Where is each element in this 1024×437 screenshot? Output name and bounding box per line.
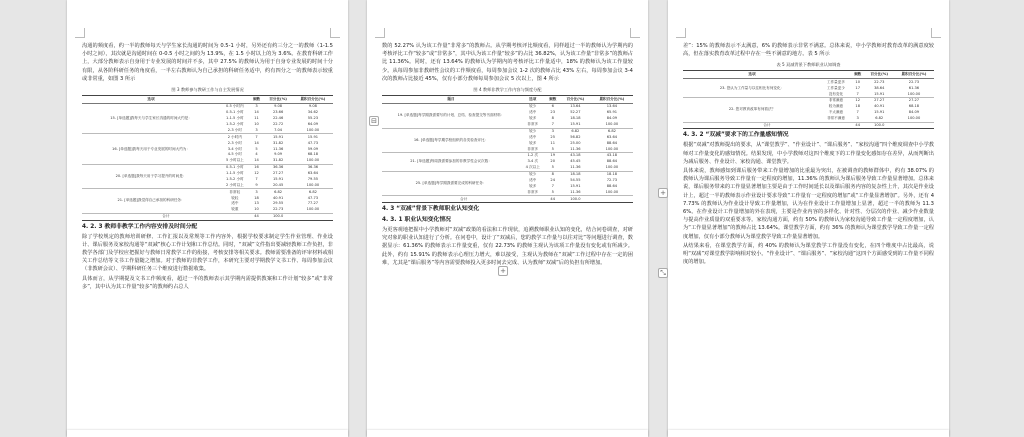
- table-cell: 较多: [529, 140, 537, 145]
- table-cell: 88.64: [606, 159, 618, 164]
- table-cell: 22.72: [272, 122, 284, 127]
- table-cell: 23.66: [272, 110, 284, 115]
- question-cell: 21. [单选题]我觉得自己承担的科研任务：: [82, 189, 220, 214]
- table-cell: 较轻: [231, 195, 239, 200]
- table-cell: 8: [546, 171, 560, 177]
- table-cell: 56.82: [570, 134, 581, 139]
- table-cell: 0.5-1 小时: [226, 110, 244, 115]
- table-cell: 1-1.5 小时: [226, 116, 244, 121]
- question-cell: 16. [单选题]每学期学校组织的各类检查评比：: [382, 128, 520, 153]
- table-cell: 31.82: [272, 158, 284, 163]
- table-cell: 5: [551, 189, 554, 194]
- table-cell: 13.64: [570, 104, 581, 109]
- table-cell: 40.91: [272, 195, 284, 200]
- table-cell: 20.45: [272, 182, 284, 187]
- table-cell: 3: [250, 189, 264, 195]
- table-header: 百分比(%): [560, 96, 591, 104]
- table-cell: 8: [551, 116, 554, 121]
- table-cell: 100.00: [306, 207, 320, 212]
- table-cell: 9.09: [274, 152, 283, 157]
- table-cell: 65.91: [606, 110, 618, 115]
- table-cell: 22.73: [908, 79, 920, 84]
- table-cell: 88.64: [606, 140, 618, 145]
- table-cell: 17: [855, 85, 860, 90]
- table-cell: 100.0: [865, 122, 894, 129]
- question-cell: 25. [单选题]每学期我需要完成的科研任务：: [382, 171, 520, 196]
- table-body: [683, 79, 934, 129]
- body-paragraph: 差”：15% 的教师表示不太满意，6% 的教师表示非常不满意。总体来说，中小学教师对教育改革的满意度较高，但在落实教育改革过程中存在一些不满意的地方。表 5 所示: [683, 43, 934, 58]
- table-cell: 5: [551, 165, 554, 170]
- table-cell: 11.36: [570, 165, 581, 170]
- table-cell: 2-3 小时: [227, 127, 242, 132]
- question-cell: 21. [单选题]每周我需要参加的非教学性会议次数：: [382, 153, 520, 172]
- table-cell: 15.91: [874, 110, 885, 115]
- table-cell: 77.27: [307, 201, 319, 206]
- table-cell: 11.36: [570, 189, 581, 194]
- table-cell: 18: [254, 195, 259, 200]
- table-cell: 6.82: [875, 116, 884, 121]
- table-cell: 18.18: [591, 171, 633, 177]
- question-cell: 23. 您认为工作量与以往相比有何变化：: [719, 85, 785, 90]
- table-cell: 18.18: [560, 171, 591, 177]
- table-cell: 4 次以上: [525, 165, 540, 170]
- table-cell: 7: [856, 110, 859, 115]
- table-cell: 合计: [82, 213, 250, 220]
- table-cell: 43.18: [591, 153, 633, 159]
- table-cell: 64.09: [307, 122, 319, 127]
- body-paragraph: 数的 52.27% 认为该工作量“非常多”的教师占。从学期考核评比频度看，同样超过一半的教师认为学期内的考核评比工作“较多”或“非常多”，其中认为该工作量“较多”的占比 36.82%，认为该工作量“非常多”的教师占比 11.36%。同时，还有 13.64% 的教师认为学期内的考核评比工作量适中，18% 的教师认为该工作量较少。从每周参加非教研性会议的工作频度看，每周参加会议 1-2 次的教师占比 43% 左右，每周参加会议 3-4 次的教师占比接近 45%，仅有小部分教师每周参加会议 5 次以上，图 4 所示: [382, 43, 633, 82]
- table-cell: 100.00: [605, 165, 619, 170]
- table-cell: 非常多: [527, 146, 539, 151]
- table-header: 频数: [250, 96, 264, 104]
- table-cell: 7: [856, 91, 859, 96]
- subsection-heading: 4. 3. 1 职业认知变化情况: [382, 217, 451, 224]
- table-cell: 7: [250, 134, 264, 140]
- table-cell: 14: [254, 140, 259, 145]
- table-cell: 2 小时以上: [225, 182, 244, 187]
- table-cell: 100.00: [907, 91, 921, 96]
- table-cell: 合计: [382, 196, 546, 203]
- table-cell: 36.36: [293, 164, 333, 170]
- document-page-3: [668, 0, 949, 437]
- table-header: 百分比(%): [263, 96, 292, 104]
- table-cell: 22.46: [272, 116, 284, 121]
- table-cell: 59.09: [307, 146, 319, 151]
- table-cell: 14: [254, 158, 259, 163]
- table-total-row: [683, 122, 934, 129]
- table-cell: 44: [546, 196, 560, 203]
- table-cell: 非常不满意: [826, 116, 845, 121]
- table-cell: 16: [250, 164, 264, 170]
- question-cell: 16. [单选题]我每天用于专业发展的时间大约为：: [82, 134, 220, 164]
- body-paragraph: 从结果来看，在课堂教学方面，约 40% 的教师认为课堂教学工作量没有变化，在四个维度中占比最高，说明“双减”对课堂教学影响相对较小。“作业设计”、“课后服务”、“家校沟通”这四个方面感受到的工作量不同程度的增加。: [683, 242, 934, 266]
- table-cell: 1.5-2 小时: [226, 176, 244, 181]
- crop-mark: [75, 28, 85, 38]
- document-page-1: [67, 0, 348, 437]
- crop-mark: [330, 28, 340, 38]
- table-cell: 10: [254, 122, 259, 127]
- table-cell: [293, 213, 333, 220]
- table-cell: 84.09: [606, 116, 618, 121]
- table-cell: 11.36: [272, 146, 284, 151]
- table-cell: 63.64: [307, 171, 319, 176]
- table-cell: 52.27: [570, 110, 581, 115]
- table-header: 选项: [683, 71, 821, 79]
- table-cell: 61.36: [908, 85, 920, 90]
- table-header: 累积百分比(%): [591, 96, 633, 104]
- body-paragraph: 具体而言，从学期提及文书工作频度看，超过一半的教师表示其学期内需提供教案和工作计划“较多”或“非常多”，其中认为其工作量“较多”的教师约占总人: [82, 275, 333, 290]
- table-cell: 45.45: [570, 159, 581, 164]
- next-page-edge: [67, 430, 348, 437]
- table-cell: 3: [856, 116, 859, 121]
- table-cell: 工作量更多: [826, 79, 845, 84]
- body-paragraph: 除了学校规定的教师培训研修、工作汇报以及常规等工作内容外，根据学校要求制定学生作业管理、作业设计、课后服务及家校沟通等“双减”核心工作计划和工作总结。同时，“双减”文件指出要减轻教师工作负担，非教学各部门及学校应把握好与教师日常教学工作的衔接，考核安排等相关要求。教师需要准备的评审材料或相关工作总结等文书工作量随之增加。对于教师的非教学工作，本研究主要对学期教学文书工作、每周参加会议（非教研会议）、学期科研任务三个维度进行数据收集。: [82, 233, 333, 273]
- table-cell: 10: [254, 207, 259, 212]
- table-cell: 79.55: [307, 176, 319, 181]
- table-header: 频数: [546, 96, 560, 104]
- table-cell: 22.73: [874, 79, 885, 84]
- data-table: [82, 95, 333, 221]
- table-cell: 6: [551, 104, 554, 109]
- table-cell: 非常轻: [220, 189, 250, 195]
- table-cell: 34.62: [307, 110, 319, 115]
- table-cell: 40.91: [874, 104, 885, 109]
- add-page-button[interactable]: +: [658, 188, 668, 198]
- table-cell: 23: [550, 110, 555, 115]
- table-cell: 44: [851, 122, 865, 129]
- table-cell: 6.82: [263, 189, 292, 195]
- section-heading: 4. 3. 2 “双减”要求下的工作量感知情况: [683, 132, 789, 139]
- section-heading: 4. 2. 3 教师非教学工作内容安排及时间分配: [82, 223, 198, 230]
- table-cell: 68.18: [307, 152, 319, 157]
- table-cell: [894, 122, 934, 129]
- table-cell: 7: [255, 176, 258, 181]
- table-cell: 6.82: [591, 128, 633, 134]
- table-header: 选项: [82, 96, 220, 104]
- body-paragraph: 沟通的频度看，约一半的教师每天与学生家长沟通的时间为 0.5-1 小时，另外还有约三分之一的教师（1-1.5 小时之间），其次就是沟通时间在 0-0.5 小时之间的为 13.9%，在 1.5 小时以上的为 3.6%。在教育科研工作上，大部分教师表示自身用于专业发展的时间并不多，其中 27.5% 的教师认为用于自身专业发展的时间十分有限，从各阶科研任务的角度看，一半左右教师认为自己承担的科研任务适中，约有四分之一的教师表示较重或非常重，如图 3 所示: [82, 43, 333, 82]
- resize-handle-icon[interactable]: ⤡: [658, 268, 668, 278]
- table-cell: 没有变化: [828, 91, 844, 96]
- table-cell: 1-2 次: [520, 153, 545, 159]
- table-cell: 4: [255, 152, 258, 157]
- table-caption: 表 5 双减背景下教师职业认知调查: [776, 62, 841, 68]
- table-header: 频数: [851, 71, 865, 79]
- table-cell: 较少: [520, 128, 545, 134]
- question-cell: 20. [单选题]我每天用于学习提升的时间是：: [82, 164, 220, 189]
- table-cell: 13.64: [606, 104, 618, 109]
- table-cell: 19: [546, 153, 560, 159]
- table-cell: 25: [550, 134, 555, 139]
- table-cell: 15.91: [293, 134, 333, 140]
- table-cell: 较少: [529, 104, 537, 109]
- table-cell: 88.64: [606, 183, 618, 188]
- table-cell: 100.0: [263, 213, 292, 220]
- table-header: 选项: [520, 96, 545, 104]
- table-cell: 24: [550, 177, 555, 182]
- table-cell: 5: [551, 146, 554, 151]
- table-cell: 18: [855, 104, 860, 109]
- crop-mark: [630, 28, 640, 38]
- table-cell: 31.82: [272, 140, 284, 145]
- table-total-row: [82, 213, 333, 220]
- table-cell: 63.64: [606, 134, 618, 139]
- table-cell: 合计: [683, 122, 851, 129]
- document-page-2: [367, 0, 648, 437]
- table-cell: 较多: [529, 116, 537, 121]
- table-cell: 0.5 小时内: [226, 104, 244, 109]
- table-cell: 1.5-2 小时: [226, 122, 244, 127]
- table-cell: 12: [851, 98, 865, 104]
- table-cell: 14: [254, 110, 259, 115]
- table-cell: 72.73: [606, 177, 618, 182]
- table-cell: 11: [550, 140, 555, 145]
- data-table: [382, 95, 633, 203]
- table-cell: 100.00: [907, 116, 921, 121]
- table-cell: 55.23: [307, 116, 319, 121]
- table-cell: 6.82: [293, 189, 333, 195]
- table-cell: 29.55: [272, 201, 284, 206]
- table-cell: 100.00: [605, 122, 619, 127]
- body-paragraph: 具体来说，教师感知到课后服务带来工作量增加的比重最为突出，在被调查的教师群体中，约有 38.07% 的教师认为课后服务导致工作量有一定程度的增加，11.36% 的教师认为课后服务导致工作量显著增加。总体来说，课后服务带来的工作量显著增加主要是由于工作时间延长以及课后服务内容的复杂性上升，其次是作业设计上，超过一半的教师表示作业设计要求导致“工作量有一定程度的增加”或“工作量显著增加”。另外，还有 47.73% 的教师认为作业设计导致工作量增加，认为在作业设计工作量增加上显著，超过一半的教师为 11.36%。在作业设计工作量增加的外在表现，主要是作业内容的多样化、针对性、分层次的作业、减少作业数量与提高作业质量的双重要求等。家校沟通方面，约有 50% 的教师认为家校沟通导致工作量一定程度增加，认为“工作量显著增加”的教师占比 13.64%。课堂教学方面，约有 36% 的教师认为课堂教学导致工作量一定程度增加，仅有小部分教师认为课堂教学导致工作量显著增加。: [683, 168, 934, 240]
- table-header: 累积百分比(%): [894, 71, 934, 79]
- table-body: [82, 104, 333, 221]
- table-cell: 9.08: [274, 104, 283, 109]
- table-cell: 2-3 小时: [227, 140, 242, 145]
- table-cell: 5: [255, 146, 258, 151]
- table-header: 百分比(%): [865, 71, 894, 79]
- table-cell: 非常多: [527, 189, 539, 194]
- table-header: [220, 96, 250, 104]
- table-cell: 10: [855, 79, 860, 84]
- table-cell: 适中: [231, 201, 239, 206]
- table-cell: 较为满意: [828, 104, 844, 109]
- table-cell: 20: [550, 159, 555, 164]
- table-cell: 较重: [231, 207, 239, 212]
- table-total-row: [382, 196, 633, 203]
- table-cell: 9: [255, 182, 258, 187]
- table-cell: 100.00: [605, 189, 619, 194]
- table-cell: 0.5-1 小时: [220, 164, 250, 170]
- table-cell: 15.91: [570, 183, 581, 188]
- table-cell: 27.27: [865, 98, 894, 104]
- table-cell: 12: [254, 171, 259, 176]
- body-paragraph: 根据“双减”对教师提出的要求，从“课堂教学”、“作业设计”、“课后服务”、“家校沟通”四个维度调查中小学教师对工作量变化的感知情况。结果发现，中小学教师对这四个维度下的工作量变化感知存在差异，从而判断出为减后服务、作业设计、家校沟通、课堂教学。: [683, 142, 934, 165]
- table-cell: 工作量更少: [826, 85, 845, 90]
- table-cell: 100.0: [560, 196, 591, 203]
- table-cell: 38.64: [874, 85, 885, 90]
- table-cell: 100.00: [306, 127, 320, 132]
- table-cell: 11.36: [570, 146, 581, 151]
- table-cell: 不太满意: [828, 110, 844, 115]
- table-cell: 适中: [529, 134, 537, 139]
- table-cell: 非常多: [527, 122, 539, 127]
- table-cell: 47.73: [307, 195, 319, 200]
- body-paragraph: 为更客观地把握中小学教师对“双减”政策的看法和工作现状，追溯教师职业认知的变化，结合问卷调查，对研究对象的职业认知进行了分析。在问卷中，设计了“双减后，您的教学工作量与以往对比”等问题进行调查，数据显示：61.36% 的教师表示工作量变重，仅有 22.73% 的教师主观认为该项工作量没有变化或有所减少。此外，约有 15.91% 的教师表示心理压力增大，难以接受，主观认为教师在“双减”工作过程中存在一定的困难，尤其是“课后服务”等内容需要教师投入更多时间去完成、认为教师“双减”后的负担有所增加。: [382, 227, 633, 266]
- table-cell: 25.00: [570, 140, 581, 145]
- table-cell: 7: [551, 183, 554, 188]
- table-cell: 4-5 小时: [227, 152, 242, 157]
- table-cell: 68.18: [908, 104, 920, 109]
- table-caption: 图 4 教师非教学工作内容与频度分配: [473, 87, 542, 93]
- table-cell: 1-1.5 小时: [226, 171, 244, 176]
- data-table: [683, 70, 934, 129]
- table-cell: 7: [551, 122, 554, 127]
- table-cell: 44: [250, 213, 264, 220]
- table-body: [382, 104, 633, 203]
- table-cell: 100.00: [306, 182, 320, 187]
- table-cell: [591, 196, 633, 203]
- question-cell: 22. 您对教育改革有何看法？: [683, 98, 821, 123]
- table-cell: 84.09: [908, 110, 920, 115]
- table-cell: 3-4 次: [527, 159, 539, 164]
- table-cell: 2 小时内: [220, 134, 250, 140]
- table-cell: 11: [254, 116, 259, 121]
- table-cell: 3: [255, 127, 258, 132]
- table-cell: 15.91: [272, 176, 284, 181]
- table-cell: 适中: [529, 177, 537, 182]
- table-cell: 47.73: [307, 140, 319, 145]
- table-cell: 100.00: [306, 158, 320, 163]
- table-cell: 27.27: [272, 171, 284, 176]
- table-cell: 27.27: [894, 98, 934, 104]
- table-cell: 适中: [529, 110, 537, 115]
- table-header: [821, 71, 851, 79]
- table-cell: 15.91: [874, 91, 885, 96]
- table-cell: 3: [255, 104, 258, 109]
- table-cell: 13: [254, 201, 259, 206]
- table-cell: 15.91: [570, 122, 581, 127]
- table-cell: 非常满意: [821, 98, 851, 104]
- table-cell: 43.18: [560, 153, 591, 159]
- table-cell: 9.08: [308, 104, 317, 109]
- table-cell: 15.91: [263, 134, 292, 140]
- collapse-icon[interactable]: ⊟: [369, 116, 379, 126]
- table-cell: 较多: [529, 183, 537, 188]
- question-cell: 15. [单选题]我每天与学生家长沟通的时间大约是：: [110, 116, 192, 121]
- question-cell: 19. [单选题]每学期我需要写的计划、总结、检查提交等书面材料：: [397, 113, 505, 118]
- next-page-edge: [367, 430, 648, 437]
- table-cell: 7.04: [274, 127, 283, 132]
- table-cell: 3-4 小时: [227, 146, 242, 151]
- crop-mark: [676, 28, 686, 38]
- table-cell: 36.36: [263, 164, 292, 170]
- table-cell: 18.18: [570, 116, 581, 121]
- table-header: 累积百分比(%): [293, 96, 333, 104]
- table-cell: 54.55: [570, 177, 581, 182]
- table-caption: 图 3 教师参与教研工作与自主发展情况: [171, 87, 244, 93]
- next-page-edge: [668, 430, 949, 437]
- table-cell: 5 小时以上: [225, 158, 244, 163]
- table-cell: 较少: [520, 171, 545, 177]
- add-row-button[interactable]: +: [498, 266, 508, 276]
- table-cell: 100.00: [605, 146, 619, 151]
- table-cell: 3: [546, 128, 560, 134]
- table-cell: 22.73: [272, 207, 284, 212]
- crop-mark: [375, 28, 385, 38]
- crop-mark: [931, 28, 941, 38]
- table-header: 题目: [382, 96, 520, 104]
- section-heading: 4. 3 “双减”背景下教师职业认知变化: [382, 206, 480, 213]
- table-cell: 6.82: [560, 128, 591, 134]
